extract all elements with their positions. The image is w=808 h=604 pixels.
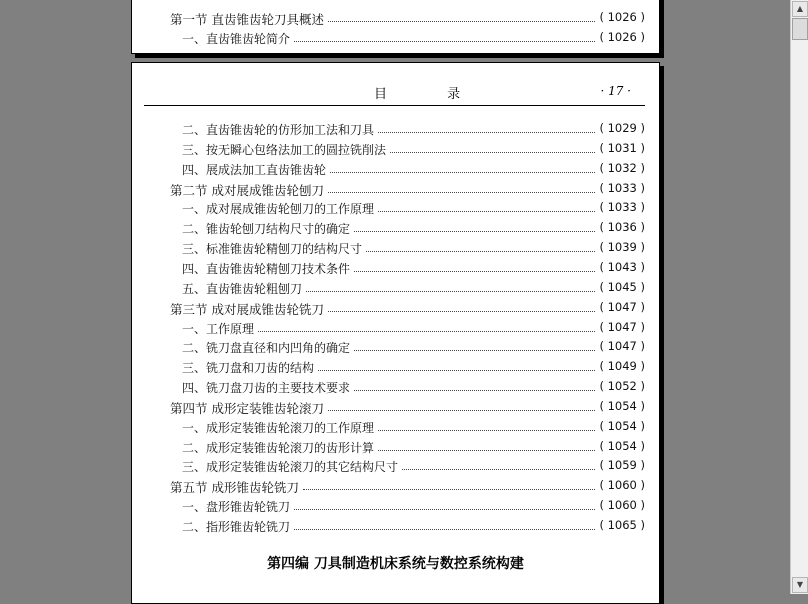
page-number: · 17 · xyxy=(600,84,631,98)
toc-entry-title: 一、盘形锥齿轮铣刀 xyxy=(182,500,291,515)
toc-entry-title: 三、标准锥齿轮精刨刀的结构尺寸 xyxy=(182,242,363,257)
toc-leader-dots xyxy=(366,238,595,252)
toc-entry-title: 五、直齿锥齿轮粗刨刀 xyxy=(182,281,303,296)
toc-entry-page: ( 1029 ) xyxy=(599,121,645,135)
scrollbar-thumb[interactable] xyxy=(792,18,808,40)
toc-leader-dots xyxy=(354,218,595,232)
toc-entry-page: ( 1047 ) xyxy=(599,339,645,354)
toc-leader-dots xyxy=(258,318,595,332)
toc-entry-page: ( 1049 ) xyxy=(599,359,645,374)
toc-entry-page: ( 1059 ) xyxy=(599,458,645,473)
toc-entry-page: ( 1032 ) xyxy=(599,160,645,175)
toc-entry[interactable] xyxy=(132,337,659,357)
toc-entry-title: 二、指形锥齿轮铣刀 xyxy=(182,520,291,534)
vertical-scrollbar[interactable] xyxy=(790,0,808,594)
toc-leader-dots xyxy=(328,179,595,193)
toc-leader-dots xyxy=(378,198,595,212)
toc-leader-dots xyxy=(318,357,595,371)
toc-entry-page: ( 1026 ) xyxy=(599,10,645,24)
toc-entry-title: 第一节 直齿锥齿轮刀具概述 xyxy=(170,12,324,27)
toc-entry-page: ( 1047 ) xyxy=(599,299,645,314)
toc-entry-title: 一、直齿锥齿轮简介 xyxy=(182,32,291,46)
toc-entry[interactable] xyxy=(132,298,659,318)
toc-entry[interactable] xyxy=(132,8,659,28)
page-header-title: 目 录 xyxy=(374,87,489,102)
toc-entry-page: ( 1039 ) xyxy=(599,240,645,255)
toc-entry[interactable] xyxy=(132,179,659,199)
toc-entry-page: ( 1047 ) xyxy=(599,319,645,334)
toc-entry[interactable] xyxy=(132,516,659,536)
toc-entry-page: ( 1036 ) xyxy=(599,220,645,235)
toc-entry-title: 二、成形定装锥齿轮滚刀的齿形计算 xyxy=(182,440,375,455)
toc-entry[interactable] xyxy=(132,278,659,298)
toc-entry-page: ( 1033 ) xyxy=(599,180,645,195)
toc-leader-dots xyxy=(328,298,595,312)
toc-entry[interactable] xyxy=(132,417,659,437)
toc-entry-page: ( 1054 ) xyxy=(599,438,645,453)
toc-entry-title: 三、铣刀盘和刀齿的结构 xyxy=(182,361,315,376)
toc-leader-dots xyxy=(294,516,595,530)
toc-leader-dots xyxy=(328,8,595,22)
toc-entry-page: ( 1026 ) xyxy=(599,30,645,44)
toc-entry-page: ( 1033 ) xyxy=(599,200,645,215)
toc-entry-page: ( 1054 ) xyxy=(599,398,645,413)
scroll-up-icon[interactable]: ▲ xyxy=(792,1,808,17)
previous-page xyxy=(131,0,660,54)
toc-entry[interactable] xyxy=(132,318,659,338)
toc-entry-title: 第三节 成对展成锥齿轮铣刀 xyxy=(170,301,324,317)
toc-leader-dots xyxy=(354,337,595,351)
toc-entry[interactable] xyxy=(132,198,659,218)
toc-leader-dots xyxy=(294,496,595,510)
toc-leader-dots xyxy=(306,278,595,292)
toc-entry[interactable] xyxy=(132,139,659,159)
toc-entry[interactable] xyxy=(132,437,659,457)
page-header xyxy=(144,83,645,106)
toc-entry-title: 四、展成法加工直齿锥齿轮 xyxy=(182,162,327,177)
toc-entry[interactable] xyxy=(132,476,659,496)
toc-entry-title: 第二节 成对展成锥齿轮刨刀 xyxy=(170,182,324,198)
toc-entry-page: ( 1060 ) xyxy=(599,498,645,513)
toc-leader-dots xyxy=(354,377,595,391)
toc-leader-dots xyxy=(294,28,595,42)
toc-leader-dots xyxy=(328,397,595,411)
toc-entry-title: 第五节 成形锥齿轮铣刀 xyxy=(170,480,299,496)
toc-entry[interactable] xyxy=(132,218,659,238)
toc-leader-dots xyxy=(354,258,595,272)
toc-entry[interactable] xyxy=(132,357,659,377)
toc-entry[interactable] xyxy=(132,258,659,278)
current-page xyxy=(131,62,660,604)
toc-leader-dots xyxy=(378,417,595,431)
toc-entry-page: ( 1060 ) xyxy=(599,478,645,493)
toc-entry[interactable] xyxy=(132,119,659,139)
toc-entry-page: ( 1043 ) xyxy=(599,259,645,274)
toc-entry[interactable] xyxy=(132,397,659,417)
toc-entry[interactable] xyxy=(132,496,659,516)
toc-entry-title: 一、工作原理 xyxy=(182,321,255,336)
toc-entry-title: 三、成形定装锥齿轮滚刀的其它结构尺寸 xyxy=(182,460,399,475)
toc-entry[interactable] xyxy=(132,238,659,258)
toc-entry-title: 四、铣刀盘刀齿的主要技术要求 xyxy=(182,381,351,396)
toc-entry-title: 第四节 成形定装锥齿轮滚刀 xyxy=(170,400,324,416)
toc-entry-page: ( 1054 ) xyxy=(599,418,645,433)
part-title: 第四编 刀具制造机床系统与数控系统构建 xyxy=(267,556,524,572)
toc-leader-dots xyxy=(378,119,595,133)
toc-entry-title: 一、成对展成锥齿轮刨刀的工作原理 xyxy=(182,202,375,217)
toc-entry-page: ( 1045 ) xyxy=(599,279,645,294)
toc-entry-page: ( 1031 ) xyxy=(599,140,645,155)
toc-entry-title: 二、直齿锥齿轮的仿形加工法和刀具 xyxy=(182,123,375,137)
toc-entry-title: 四、直齿锥齿轮精刨刀技术条件 xyxy=(182,261,351,276)
toc-entry-title: 三、按无瞬心包络法加工的圆拉铣削法 xyxy=(182,142,387,157)
toc-leader-dots xyxy=(390,139,595,153)
toc-entry-title: 一、成形定装锥齿轮滚刀的工作原理 xyxy=(182,420,375,435)
toc-entry-page: ( 1065 ) xyxy=(599,518,645,532)
scroll-down-icon[interactable]: ▼ xyxy=(792,577,808,593)
toc-entry-title: 二、锥齿轮刨刀结构尺寸的确定 xyxy=(182,222,351,237)
toc-leader-dots xyxy=(330,159,595,173)
toc-entry[interactable] xyxy=(132,159,659,179)
toc-leader-dots xyxy=(303,476,595,490)
toc-entry[interactable] xyxy=(132,28,659,48)
toc-entry[interactable] xyxy=(132,456,659,476)
toc-entry-title: 二、铣刀盘直径和内凹角的确定 xyxy=(182,341,351,356)
toc-leader-dots xyxy=(402,456,595,470)
toc-leader-dots xyxy=(378,437,595,451)
toc-entry[interactable] xyxy=(132,377,659,397)
toc-entry-page: ( 1052 ) xyxy=(599,379,645,394)
